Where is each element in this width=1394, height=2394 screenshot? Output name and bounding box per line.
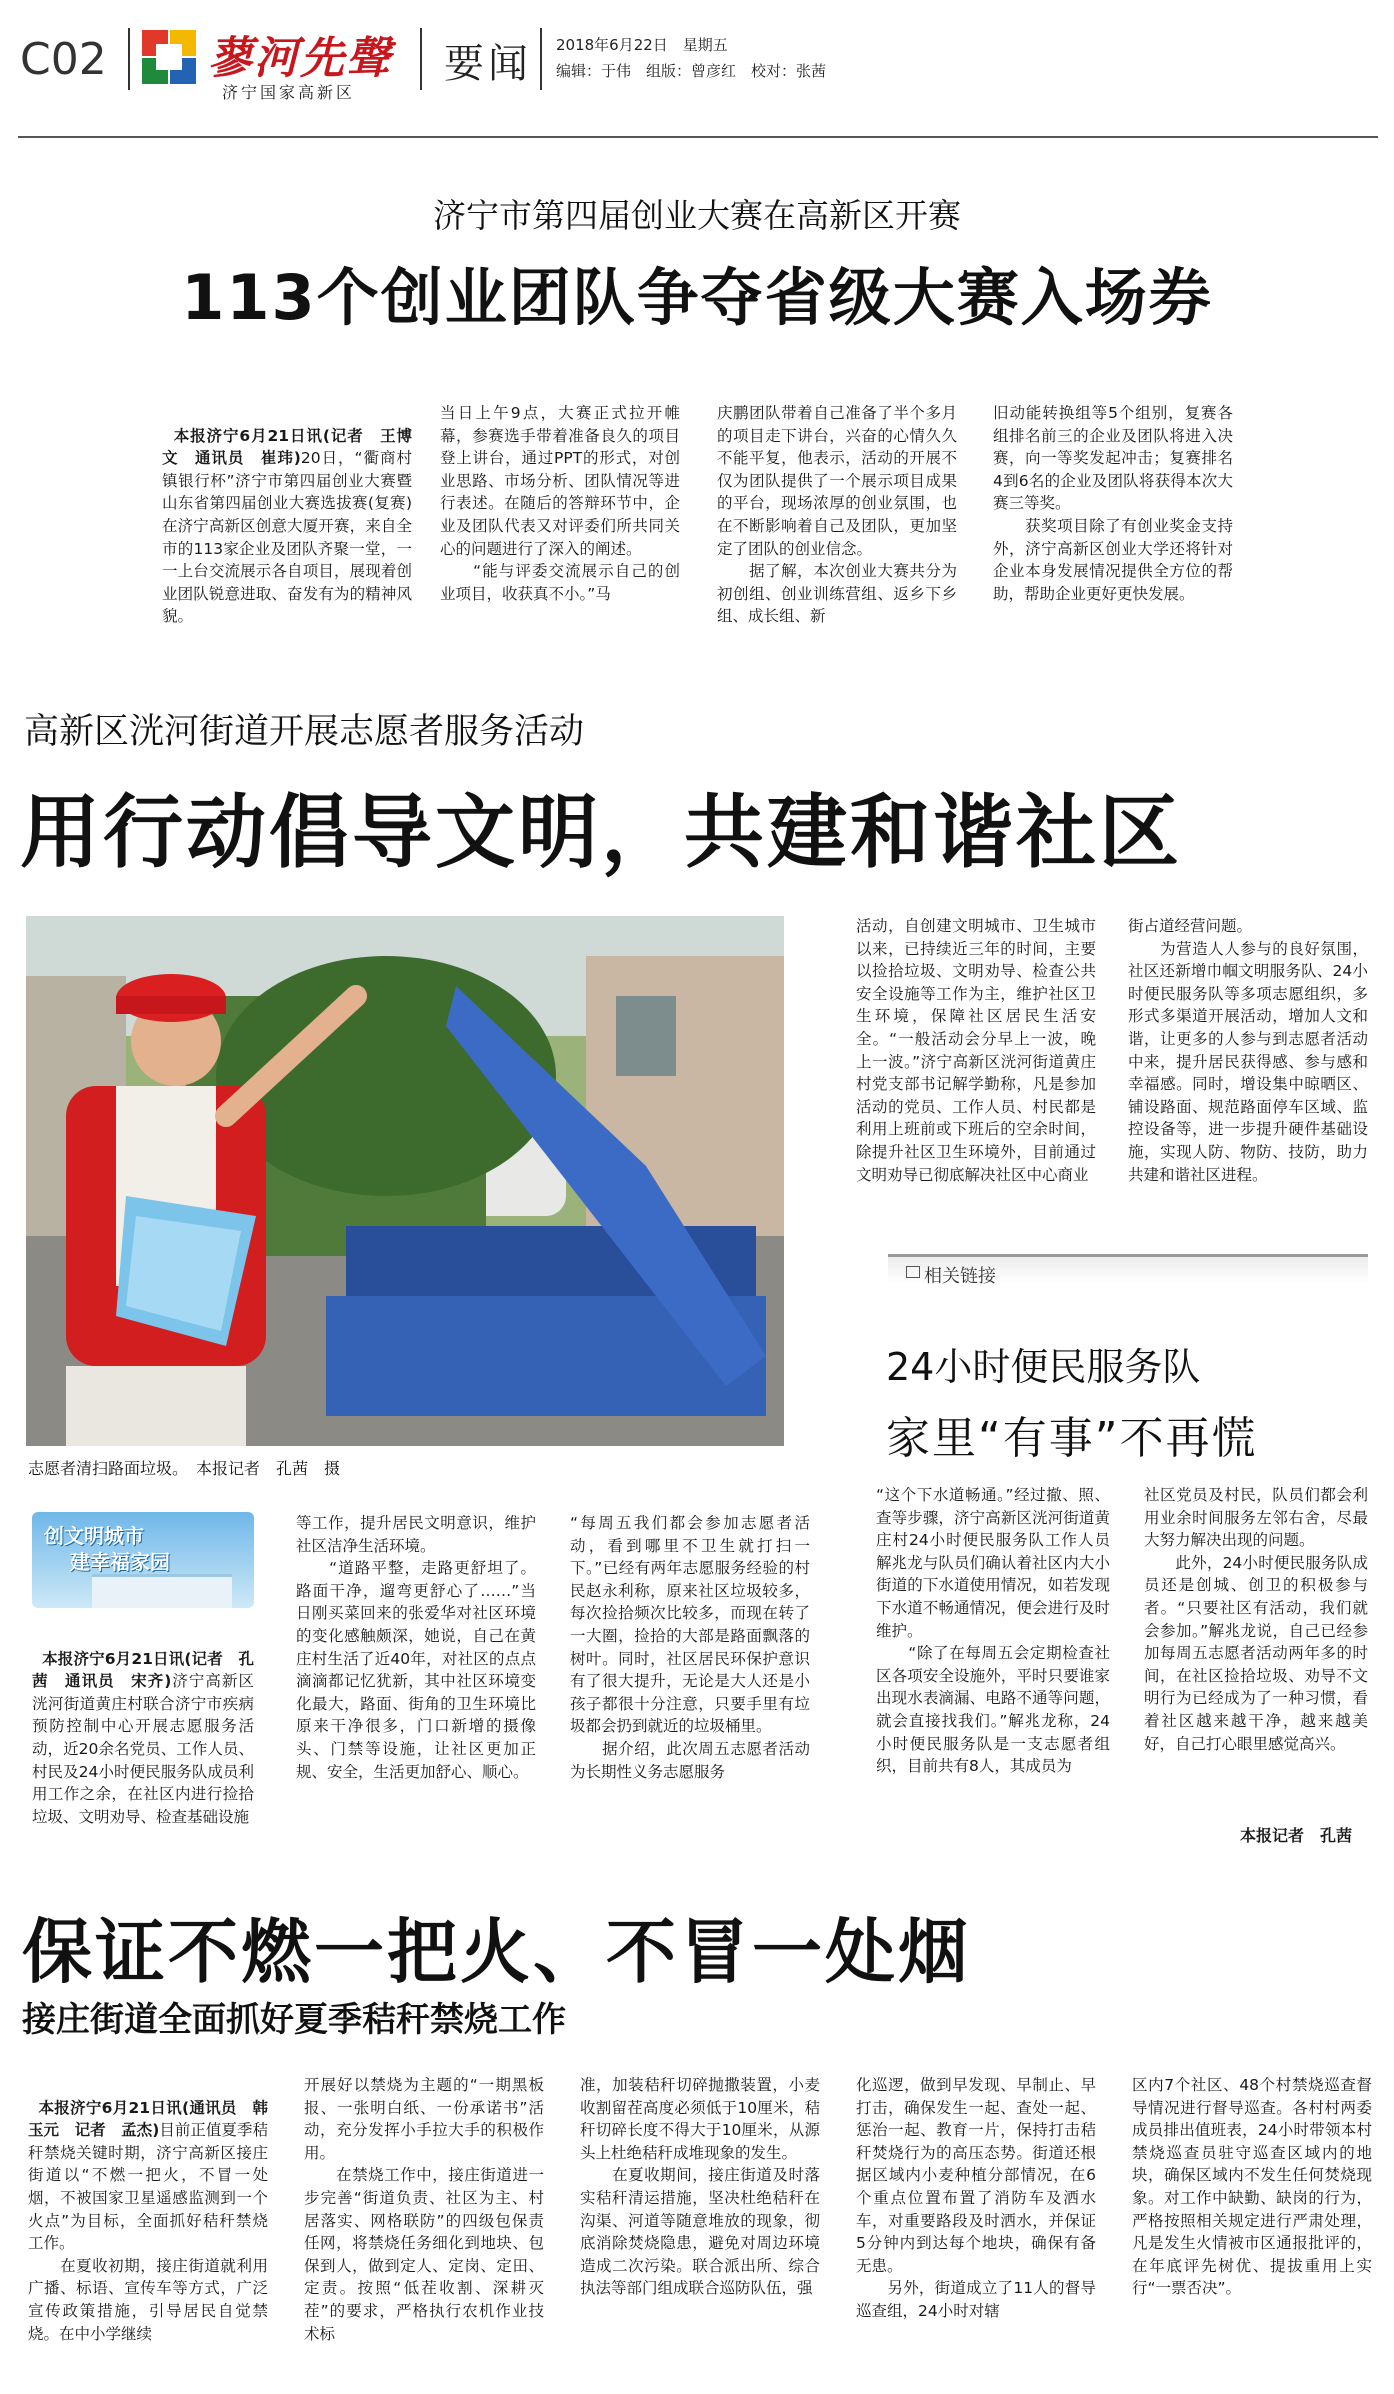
article1-kicker: 济宁市第四届创业大赛在高新区开赛 (433, 196, 961, 235)
photo-caption: 志愿者清扫路面垃圾。 本报记者 孔茜 摄 (28, 1459, 341, 1478)
article2-colC: “每周五我们都会参加志愿者活动，看到哪里不卫生就打扫一下。”已经有两年志愿服务经验的村民赵永利称，原来社区垃圾较多，每次捡拾频次比较多，而现在转了一大圈，捡拾的大部是路面飘落的树叶。同时，社区居民环保护意识有了很大提升，无论是大人还是小孩子都很十分注意，只要手里有垃圾都会扔到就近的垃圾桶里。 据介绍，此次周五志愿者活动为长期性义务志愿服务 (570, 1514, 810, 1781)
section-name: 要闻 (444, 41, 532, 87)
article3-headline: 保证不燃一把火、不冒一处烟 (22, 1911, 971, 1993)
editor-credits: 编辑：于伟 组版：曾彦红 校对：张茜 (556, 62, 827, 80)
masthead (0, 0, 1394, 135)
article1-col1 (162, 402, 412, 662)
civic-logo-line2: 建幸福家园 (70, 1550, 170, 1574)
page-number: C02 (20, 34, 107, 85)
article1-col4: 旧动能转换组等5个组别，复赛各组排名前三的企业及团队将进入决赛，向一等奖发起冲击；复赛排名4到6名的企业及团队将获得本次大赛三等奖。 获奖项目除了有创业奖金支持外，济宁高新区创业大学还将针对企业本身发展情况提供全方位的帮助，帮助企业更好更快发展。 (993, 404, 1233, 603)
related-link-label: 相关链接 (924, 1266, 996, 1287)
sidebar-col2: 社区党员及村民，队员们都会利用业余时间服务左邻右舍，尽最大努力解决出现的问题。 此外，24小时便民服务队成员还是创城、创卫的积极参与者。“只要社区有活动，我们就会参加。”解兆龙说，自己已经参加每周五志愿者活动两年多的时间，在社区捡拾垃圾、劝导不文明行为已经成为了一种习惯，看着社区越来越干净，越来越美好，自己打心眼里感觉高兴。 (1144, 1486, 1368, 1753)
related-link-bar (888, 1254, 1368, 1287)
issue-date: 2018年6月22日 星期五 (556, 36, 728, 54)
article1-lead: 本报济宁6月21日讯(记者 王博文 通讯员 崔玮) (162, 426, 412, 468)
sidebar-title-line1: 24小时便民服务队 (886, 1345, 1201, 1389)
link-icon (906, 1266, 920, 1278)
divider (420, 28, 422, 90)
article3-col2: 开展好以禁烧为主题的“一期黑板报、一张明白纸、一份承诺书”活动，充分发挥小手拉大手的积极作用。 在禁烧工作中，接庄街道进一步完善“街道负责、社区为主、村居落实、网格联防”的四级包保责任网，将禁烧任务细化到地块、包保到人，做到定人、定岗、定田、定责。按照“低茬收割、深耕灭茬”的要求，严格执行农机作业技术标 (304, 2076, 544, 2343)
sidebar-byline: 本报记者 孔茜 (1240, 1826, 1353, 1845)
article2-kicker: 高新区洸河街道开展志愿者服务活动 (24, 712, 585, 752)
article2-colD: 活动，自创建文明城市、卫生城市以来，已持续近三年的时间，主要以捡拾垃圾、文明劝导、检查公共安全设施等工作为主，维护社区卫生环境，保障社区居民生活安全。“一般活动会分早上一波，晚上一波。”济宁高新区洸河街道黄庄村党支部书记解学勤称，凡是参加活动的党员、工作人员、村民都是利用上班前或下班后的空余时间，除提升社区卫生环境外，目前通过文明劝导已彻底解决社区中心商业 (856, 917, 1096, 1184)
civic-logo-line1: 创文明城市 (44, 1524, 144, 1548)
building-icon (92, 1574, 232, 1608)
article2-lead: 本报济宁6月21日讯(记者 孔茜 通讯员 宋齐) (32, 1649, 254, 1691)
volunteer-photo (26, 916, 784, 1446)
article3-col4: 化巡逻，做到早发现、早制止、早打击，确保发生一起、查处一起、惩治一起、教育一片，保持打击秸秆焚烧行为的高压态势。街道还根据区域内小麦种植分部情况，在6个重点位置布置了消防车及洒水车，对重要路段及时洒水，并保证5分钟内到达每个地块，确保有备无患。 另外，街道成立了11人的督导巡查组，24小时对辖 (856, 2076, 1096, 2320)
divider (128, 28, 130, 90)
civic-logo (32, 1512, 254, 1608)
article3-subhead: 接庄街道全面抓好夏季秸秆禁烧工作 (22, 2000, 566, 2040)
paper-name: 蓼河先聲 (208, 33, 392, 84)
article2-colE: 街占道经营问题。 为营造人人参与的良好氛围，社区还新增巾帼文明服务队、24小时便民服务队等多项志愿组织，多形式多渠道开展活动，增加人文和谐，让更多的人参与到志愿者活动中来，提升居民获得感、参与感和幸福感。同时，增设集中晾晒区、铺设路面、规范路面停车区域、监控设备等，进一步提升硬件基础设施，实现人防、物防、技防，助力共建和谐社区进程。 (1128, 917, 1368, 1184)
sidebar-title-line2: 家里“有事”不再慌 (886, 1413, 1258, 1464)
article2-colA (32, 1625, 254, 1845)
article2-colB: 等工作，提升居民文明意识，维护社区洁净生活环境。 “道路平整，走路更舒坦了。路面干净，遛弯更舒心了……”当日刚买菜回来的张爱华对社区环境的变化感触颇深，她说，自己在黄庄村生活了近40年，对社区的点点滴滴都记忆犹新，其中社区环境变化最大，路面、街角的卫生环境比原来干净很多，门口新增的摄像头、门禁等设施，让社区更加正规、安全，生活更加舒心、顺心。 (296, 1514, 536, 1781)
article3-lead: 本报济宁6月21日讯(通讯员 韩玉元 记者 孟杰) (28, 2098, 268, 2140)
paper-subtitle: 济宁国家高新区 (222, 83, 356, 102)
article3-col3: 准，加装秸秆切碎抛撒装置，小麦收割留茬高度必须低于10厘米，秸秆切碎长度不得大于10厘米，从源头上杜绝秸秆成堆现象的发生。 在夏收期间，接庄街道及时落实秸秆清运措施，坚决杜绝秸秆在沟渠、河道等随意堆放的现象，彻底消除焚烧隐患，避免对周边环境造成二次污染。联合派出所、综合执法等部门组成联合巡防队伍，强 (580, 2076, 820, 2298)
article2-body: 济宁高新区洸河街道黄庄村联合济宁市疾病预防控制中心开展志愿服务活动，近20余名党员、工作人员、村民及24小时便民服务队成员利用工作之余，在社区内进行捡拾垃圾、文明劝导、检查基础设施 (32, 1672, 254, 1826)
article2-headline: 用行动倡导文明，共建和谐社区 (20, 786, 1182, 879)
article3-col1 (28, 2074, 268, 2374)
article3-body: 目前正值夏季秸秆禁烧关键时期，济宁高新区接庄街道以“不燃一把火，不冒一处烟，不被国家卫星遥感监测到一个火点”为目标，全面抓好秸秆禁烧工作。 在夏收初期，接庄街道就利用广播、标语、宣传车等方式，广泛宣传政策措施，引导居民自觉禁烧。在中小学继续 (28, 2121, 268, 2343)
masthead-rule (18, 136, 1378, 138)
article1-col3: 庆鹏团队带着自己准备了半个多月的项目走下讲台，兴奋的心情久久不能平复，他表示，活动的开展不仅为团队提供了一个展示项目成果的平台，现场浓厚的创业氛围，也在不断影响着自己及团队，更加坚定了团队的创业信念。 据了解，本次创业大赛共分为初创组、创业训练营组、返乡下乡组、成长组、新 (717, 404, 957, 626)
sidebar-col1: “这个下水道畅通。”经过撤、照、查等步骤，济宁高新区洸河街道黄庄村24小时便民服务队工作人员解兆龙与队员们确认着社区内大小街道的下水道使用情况，如若发现下水道不畅通情况，便会进行及时维护。 “除了在每周五会定期检查社区各项安全设施外，平时只要谁家出现水表滴漏、电路不通等问题，就会直接找我们。”解兆龙称，24小时便民服务队是一支志愿者组织，目前共有8人，其成员为 (876, 1486, 1110, 1776)
article3-col5: 区内7个社区、48个村禁烧巡查督导情况进行督导巡查。各村村两委成员排出值班表，24小时带领本村禁烧巡查员驻守巡查区域内的地块，确保区域内不发生任何焚烧现象。对工作中缺勤、缺岗的行为，严格按照相关规定进行严肃处理，凡是发生火情被市区通报批评的，在年底评先树优、提拔重用上实行“一票否决”。 (1132, 2076, 1372, 2298)
logo-icon (142, 30, 196, 84)
article1-headline: 113个创业团队争夺省级大赛入场券 (181, 261, 1213, 334)
article1-col2: 当日上午9点，大赛正式拉开帷幕，参赛选手带着准备良久的项目登上讲台，通过PPT的形式，对创业思路、市场分析、团队情况等进行表述。在随后的答辩环节中，企业及团队代表又对评委们所共同关心的问题进行了深入的阐述。 “能与评委交流展示自己的创业项目，收获真不小。”马 (440, 404, 680, 603)
divider (540, 28, 542, 90)
article1-body: 20日，“衢商村镇银行杯”济宁市第四届创业大赛暨山东省第四届创业大赛选拔赛(复赛)在济宁高新区创意大厦开赛，来自全市的113家企业及团队齐聚一堂，一一上台交流展示各自项目，展现着创业团队锐意进取、奋发有为的精神风貌。 (162, 449, 412, 626)
